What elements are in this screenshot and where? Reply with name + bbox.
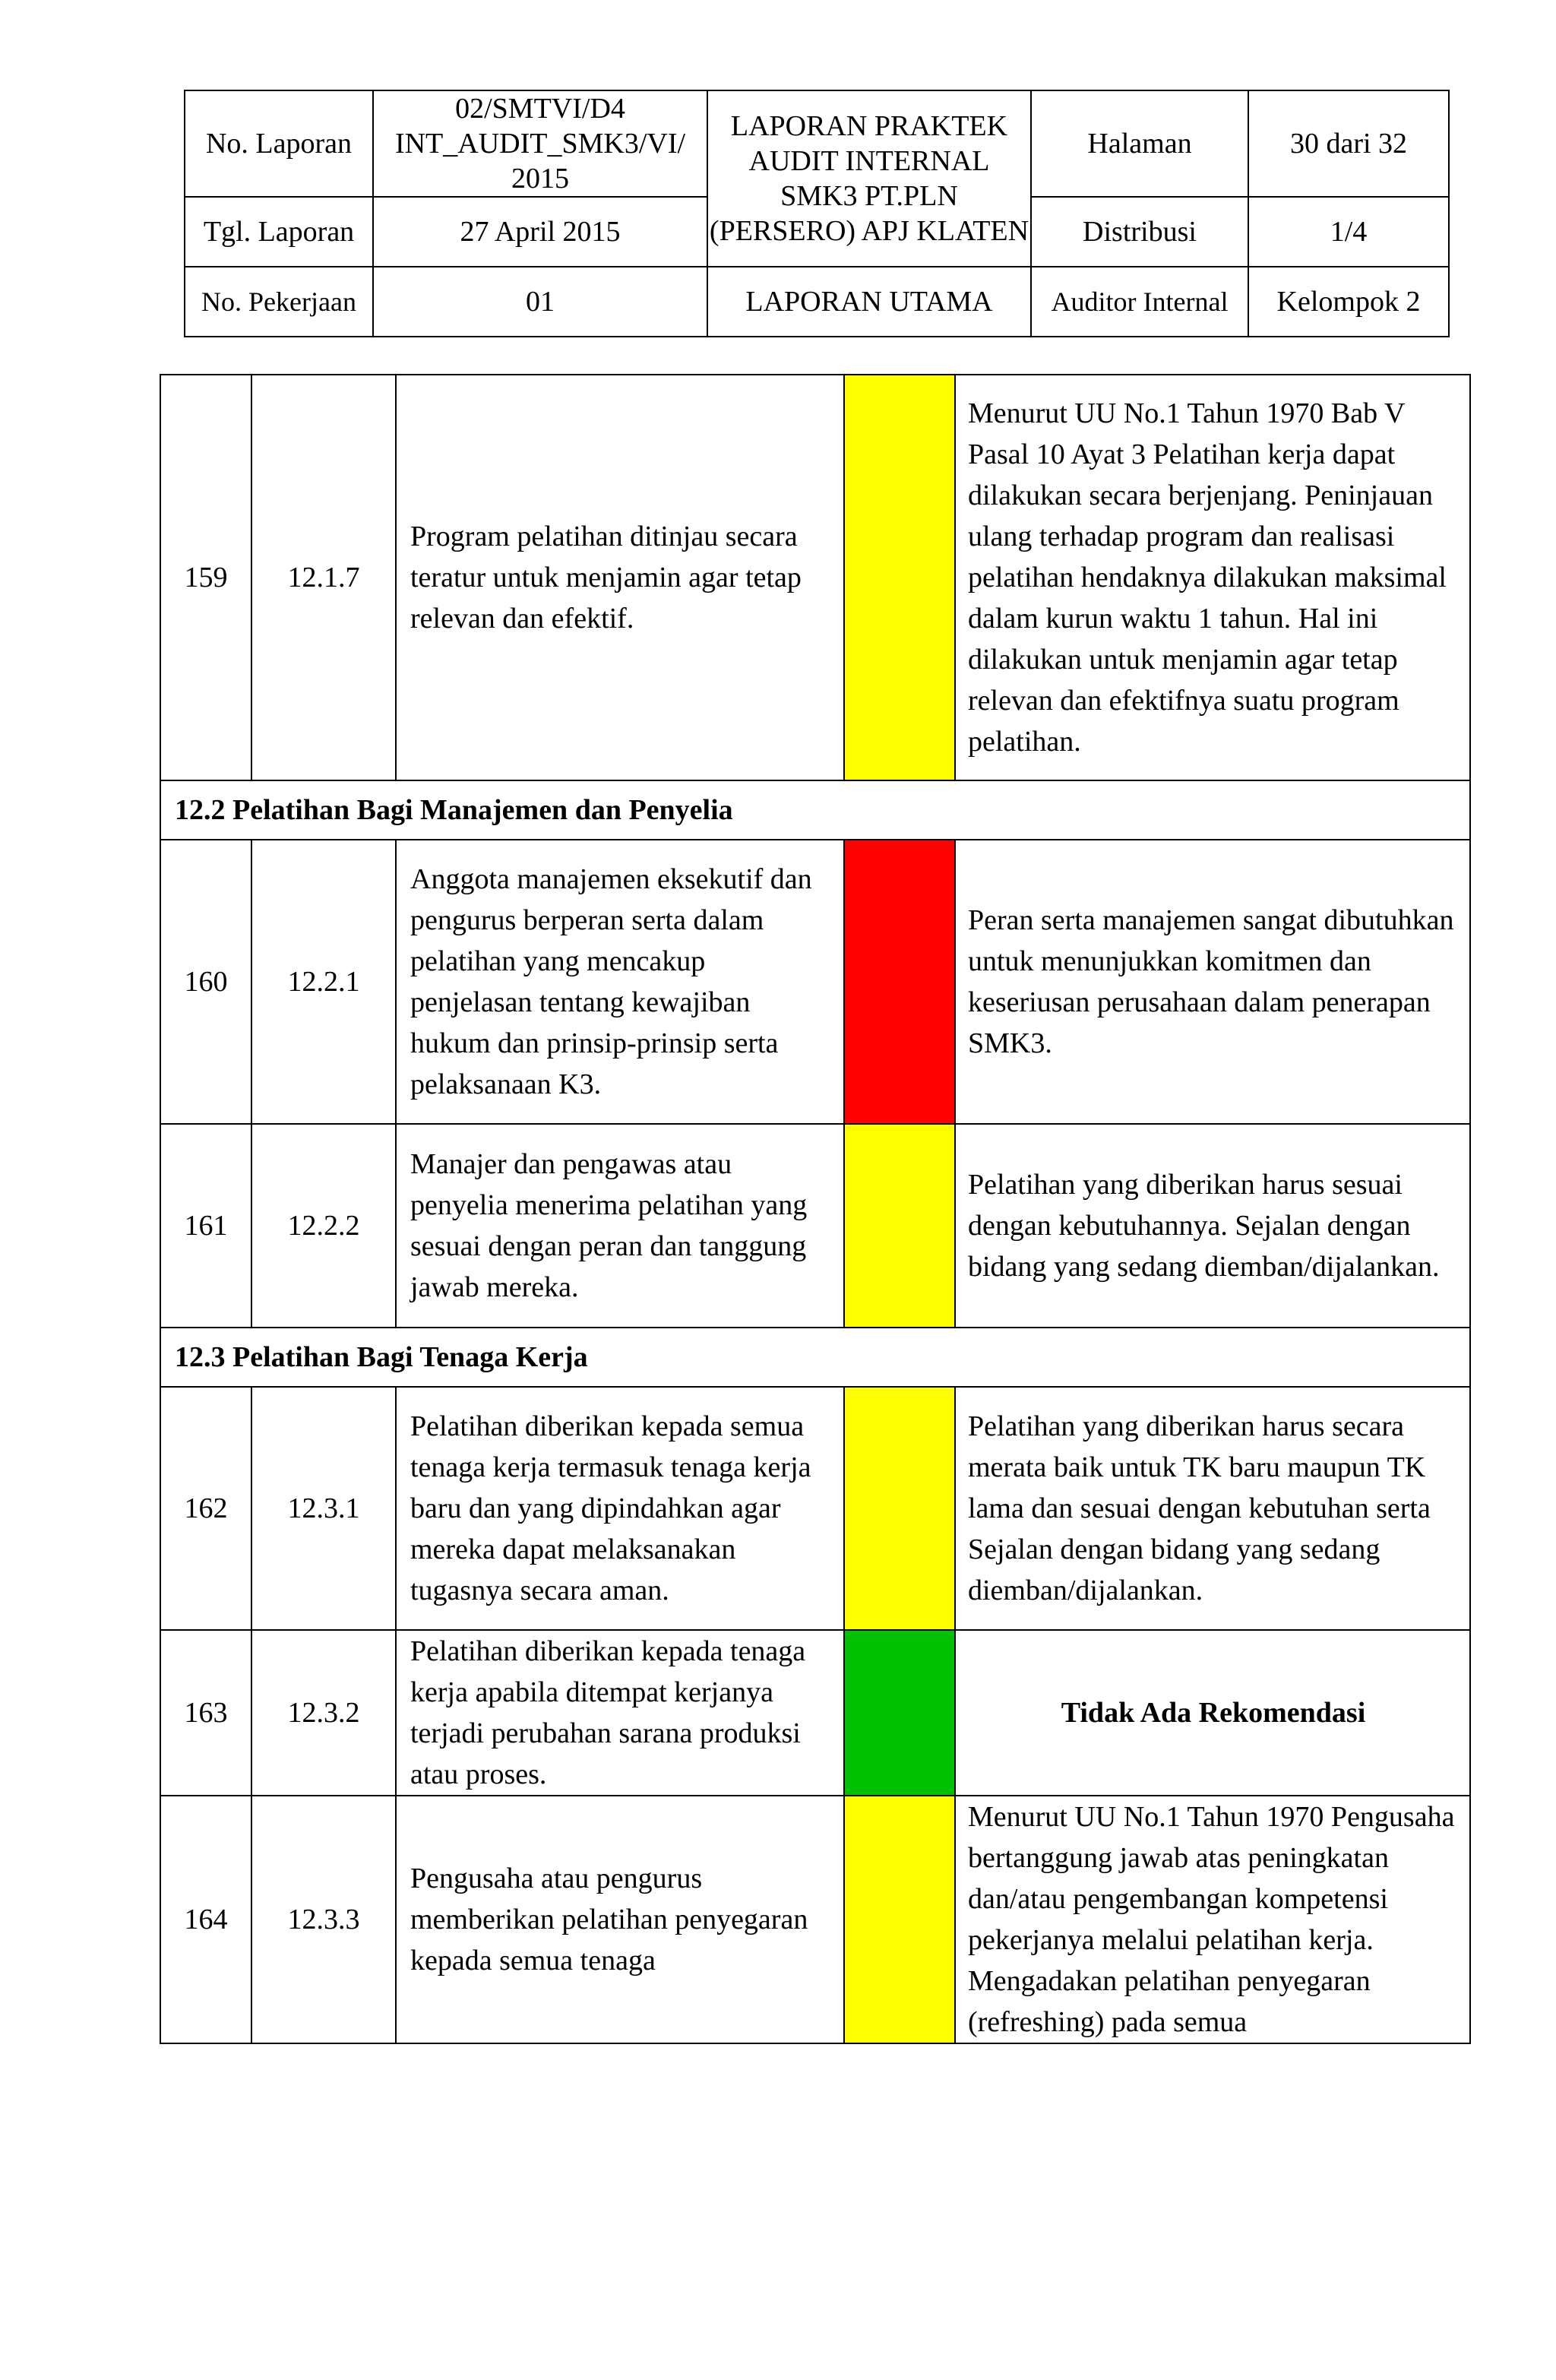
clause-code: 12.3.2 — [251, 1630, 396, 1796]
requirement-text: Manajer dan pengawas atau penyelia menerima pelatihan yang sesuai dengan peran dan tanggung jawab mereka. — [396, 1124, 844, 1328]
no-laporan-label: No. Laporan — [185, 90, 373, 197]
clause-code: 12.2.2 — [251, 1124, 396, 1328]
tgl-laporan-label: Tgl. Laporan — [185, 197, 373, 267]
recommendation-text: Pelatihan yang diberikan harus secara merata baik untuk TK baru maupun TK lama dan sesuai dengan kebutuhan serta Sejalan dengan bidang yang sedang diemban/dijalankan. — [955, 1387, 1470, 1630]
recommendation-text: Tidak Ada Rekomendasi — [955, 1630, 1470, 1796]
status-indicator-yellow — [844, 1387, 955, 1630]
status-indicator-yellow — [844, 1796, 955, 2043]
audit-findings-table — [160, 374, 1471, 2044]
table-row — [160, 1796, 1470, 2043]
requirement-text: Anggota manajemen eksekutif dan pengurus berperan serta dalam pelatihan yang mencakup penjelasan tentang kewajiban hukum dan prinsip-prinsip serta pelaksanaan K3. — [396, 840, 844, 1124]
auditor-label: Auditor Internal — [1031, 267, 1248, 337]
recommendation-text: Menurut UU No.1 Tahun 1970 Bab V Pasal 10 Ayat 3 Pelatihan kerja dapat dilakukan secara berjenjang. Peninjauan ulang terhadap program dan realisasi pelatihan hendaknya dilakukan maksimal dalam kurun waktu 1 tahun. Hal ini dilakukan untuk menjamin agar tetap relevan dan efektifnya suatu program pelatihan. — [955, 375, 1470, 780]
no-pekerjaan-label: No. Pekerjaan — [185, 267, 373, 337]
recommendation-text: Pelatihan yang diberikan harus sesuai dengan kebutuhannya. Sejalan dengan bidang yang sedang diemban/dijalankan. — [955, 1124, 1470, 1328]
section-row — [160, 780, 1470, 840]
section-heading: 12.2 Pelatihan Bagi Manajemen dan Penyelia — [160, 780, 1470, 840]
table-row — [160, 375, 1470, 780]
row-number: 164 — [160, 1796, 251, 2043]
table-row — [160, 840, 1470, 1124]
report-header-table — [184, 90, 1450, 337]
section-heading: 12.3 Pelatihan Bagi Tenaga Kerja — [160, 1328, 1470, 1387]
status-indicator-red — [844, 840, 955, 1124]
row-number: 160 — [160, 840, 251, 1124]
recommendation-text: Peran serta manajemen sangat dibutuhkan untuk menunjukkan komitmen dan keseriusan perusahaan dalam penerapan SMK3. — [955, 840, 1470, 1124]
distribusi-value: 1/4 — [1248, 197, 1449, 267]
requirement-text: Pengusaha atau pengurus memberikan pelatihan penyegaran kepada semua tenaga — [396, 1796, 844, 2043]
requirement-text: Pelatihan diberikan kepada semua tenaga kerja termasuk tenaga kerja baru dan yang dipindahkan agar mereka dapat melaksanakan tugasnya secara aman. — [396, 1387, 844, 1630]
laporan-utama-label: LAPORAN UTAMA — [707, 267, 1031, 337]
row-number: 162 — [160, 1387, 251, 1630]
no-laporan-value: 02/SMTVI/D4 INT_AUDIT_SMK3/VI/ 2015 — [373, 90, 707, 197]
row-number: 163 — [160, 1630, 251, 1796]
tgl-laporan-value: 27 April 2015 — [373, 197, 707, 267]
row-number: 161 — [160, 1124, 251, 1328]
clause-code: 12.1.7 — [251, 375, 396, 780]
auditor-value: Kelompok 2 — [1248, 267, 1449, 337]
recommendation-text: Menurut UU No.1 Tahun 1970 Pengusaha bertanggung jawab atas peningkatan dan/atau pengembangan kompetensi pekerjanya melalui pelatihan kerja. Mengadakan pelatihan penyegaran (refreshing) pada semua — [955, 1796, 1470, 2043]
requirement-text: Pelatihan diberikan kepada tenaga kerja apabila ditempat kerjanya terjadi perubahan sarana produksi atau proses. — [396, 1630, 844, 1796]
status-indicator-yellow — [844, 375, 955, 780]
report-title: LAPORAN PRAKTEK AUDIT INTERNAL SMK3 PT.PLN (PERSERO) APJ KLATEN — [707, 90, 1031, 267]
row-number: 159 — [160, 375, 251, 780]
distribusi-label: Distribusi — [1031, 197, 1248, 267]
clause-code: 12.3.3 — [251, 1796, 396, 2043]
no-pekerjaan-value: 01 — [373, 267, 707, 337]
status-indicator-yellow — [844, 1124, 955, 1328]
table-row — [160, 1124, 1470, 1328]
halaman-value: 30 dari 32 — [1248, 90, 1449, 197]
clause-code: 12.3.1 — [251, 1387, 396, 1630]
table-row — [160, 1630, 1470, 1796]
status-indicator-green — [844, 1630, 955, 1796]
table-row — [160, 1387, 1470, 1630]
clause-code: 12.2.1 — [251, 840, 396, 1124]
halaman-label: Halaman — [1031, 90, 1248, 197]
section-row — [160, 1328, 1470, 1387]
requirement-text: Program pelatihan ditinjau secara teratur untuk menjamin agar tetap relevan dan efektif. — [396, 375, 844, 780]
